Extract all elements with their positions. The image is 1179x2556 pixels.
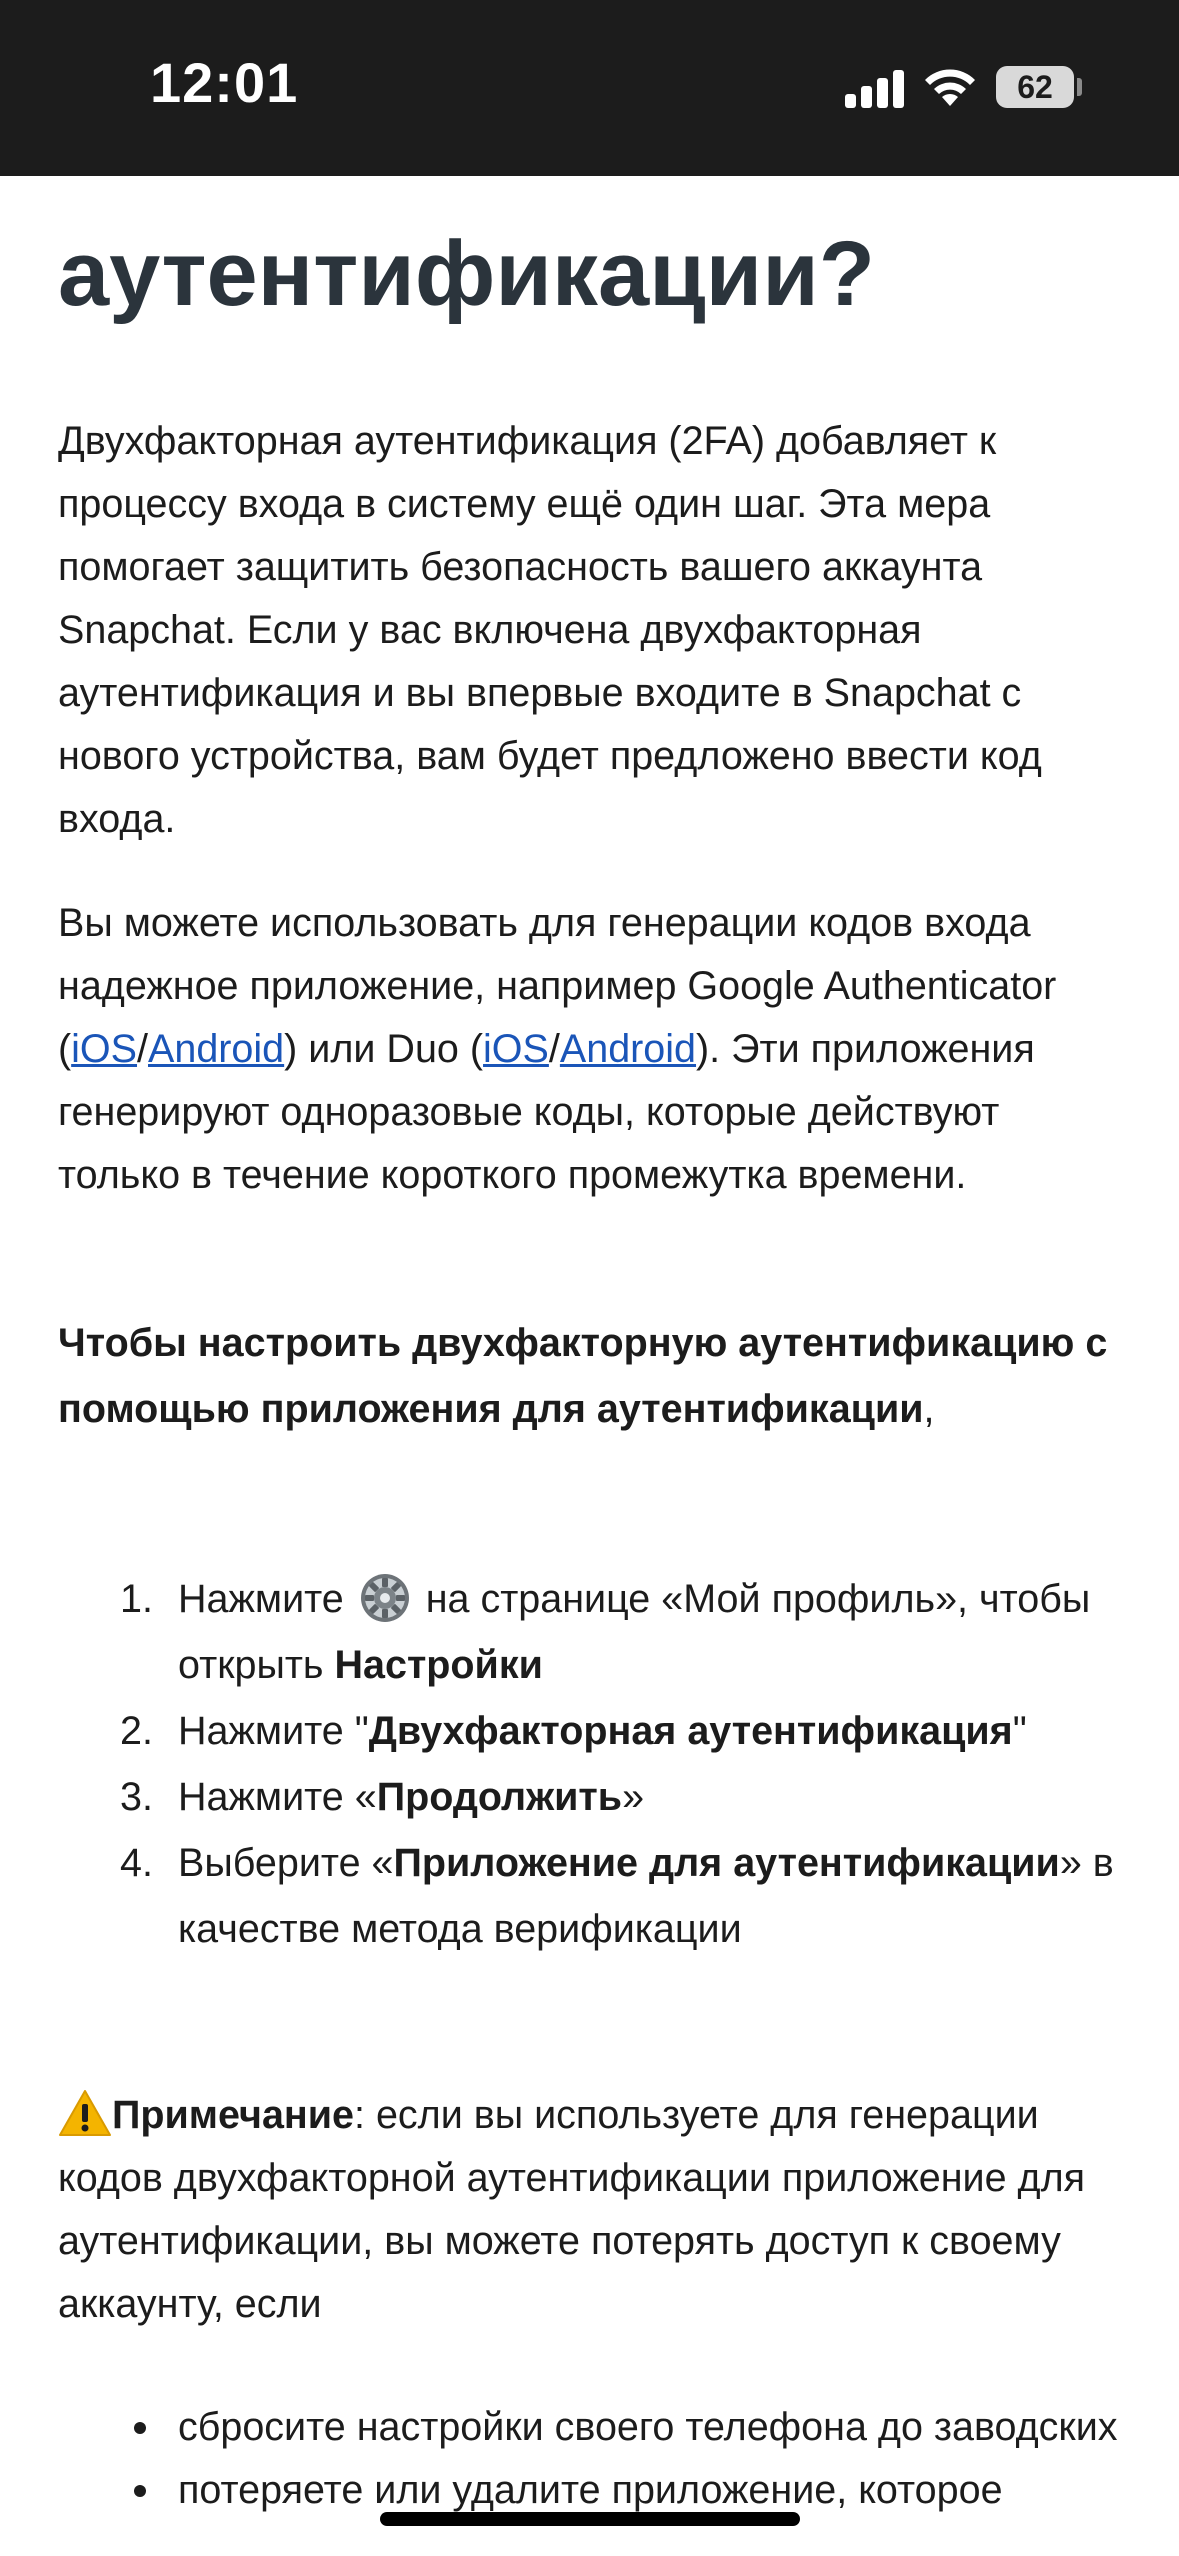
google-auth-android-link[interactable]: Android bbox=[148, 1027, 285, 1071]
list-item bbox=[58, 1830, 1138, 1962]
status-time: 12:01 bbox=[150, 51, 299, 114]
step-number: 3. bbox=[120, 1775, 153, 1819]
apps-paragraph-mid: ) или Duo ( bbox=[284, 1027, 484, 1071]
bullet-dot bbox=[134, 2422, 146, 2434]
setup-title-comma: , bbox=[923, 1387, 935, 1431]
duo-ios-link[interactable]: iOS bbox=[483, 1027, 549, 1071]
step-text-post: на странице «Мой профиль», чтобы открыть bbox=[178, 1577, 1091, 1687]
risk-bullet-list bbox=[58, 2396, 1148, 2522]
bullet-dot bbox=[134, 2485, 146, 2497]
list-item bbox=[58, 1698, 1138, 1764]
list-item bbox=[58, 1764, 1138, 1830]
step-text-post: » bbox=[622, 1775, 645, 1819]
warning-icon bbox=[58, 2088, 112, 2138]
note-label: Примечание bbox=[112, 2093, 355, 2137]
step-number: 2. bbox=[120, 1709, 153, 1753]
slash-separator: / bbox=[137, 1027, 148, 1071]
intro-paragraph: Двухфакторная аутентификация (2FA) добавляет к процессу входа в систему ещё один шаг. Эта мера помогает защитить безопасность вашего аккаунта Snapchat. Если у вас включена двухфакторная аутентификация и вы впервые входите в Snapchat с нового устройства, вам будет предложено ввести код входа. bbox=[58, 419, 1042, 841]
list-item bbox=[58, 2396, 1148, 2459]
google-auth-ios-link[interactable]: iOS bbox=[71, 1027, 138, 1071]
step-text-pre: Нажмите " bbox=[178, 1709, 369, 1753]
step-text-pre: Нажмите « bbox=[178, 1775, 377, 1819]
step-text-bold: Приложение для аутентификации bbox=[393, 1841, 1060, 1885]
apps-paragraph-intro: Вы можете использовать для генерации кодов входа надежное приложение, например Google Authenticator ( bbox=[58, 901, 1057, 1071]
step-number: 1. bbox=[120, 1577, 153, 1621]
note-text: : если вы используете для генерации кодов двухфакторной аутентификации приложение для аутентификации, вы можете потерять доступ к своему аккаунту, если bbox=[58, 2093, 1086, 2326]
page-title: аутентификации? bbox=[58, 223, 875, 325]
home-indicator[interactable] bbox=[380, 2512, 800, 2526]
cellular-signal-icon bbox=[845, 68, 905, 108]
note-paragraph bbox=[58, 2084, 1128, 2336]
step-text-bold: Настройки bbox=[334, 1643, 543, 1687]
bullet-text: потеряете или удалите приложение, которое bbox=[178, 2468, 1003, 2512]
step-text-pre: Выберите « bbox=[178, 1841, 394, 1885]
step-text-bold: Двухфакторная аутентификация bbox=[368, 1709, 1013, 1753]
bullet-text: сбросите настройки своего телефона до заводских bbox=[178, 2405, 1118, 2449]
step-number: 4. bbox=[120, 1841, 153, 1885]
duo-android-link[interactable]: Android bbox=[559, 1027, 697, 1071]
step-text-post: » в качестве метода верификации bbox=[178, 1841, 1114, 1951]
step-text-pre: Нажмите bbox=[178, 1577, 355, 1621]
slash-separator: / bbox=[548, 1027, 560, 1071]
setup-steps-list bbox=[58, 1566, 1138, 1962]
apps-paragraph-end: ). Эти приложения генерируют одноразовые коды, которые действуют только в течение короткого промежутка времени. bbox=[58, 1027, 1035, 1197]
apps-paragraph bbox=[58, 892, 1128, 1207]
setup-title-bold: Чтобы настроить двухфакторную аутентификацию с помощью приложения для аутентификации bbox=[58, 1321, 1108, 1431]
setup-instructions-title bbox=[58, 1310, 1128, 1442]
list-item bbox=[58, 1566, 1138, 1698]
wifi-icon bbox=[922, 64, 978, 108]
gear-icon bbox=[359, 1572, 411, 1624]
battery-indicator: 62 bbox=[996, 66, 1074, 108]
step-text-bold: Продолжить bbox=[376, 1775, 623, 1819]
step-text-post: " bbox=[1012, 1709, 1027, 1753]
status-bar bbox=[0, 0, 1179, 176]
battery-cap bbox=[1077, 78, 1082, 96]
